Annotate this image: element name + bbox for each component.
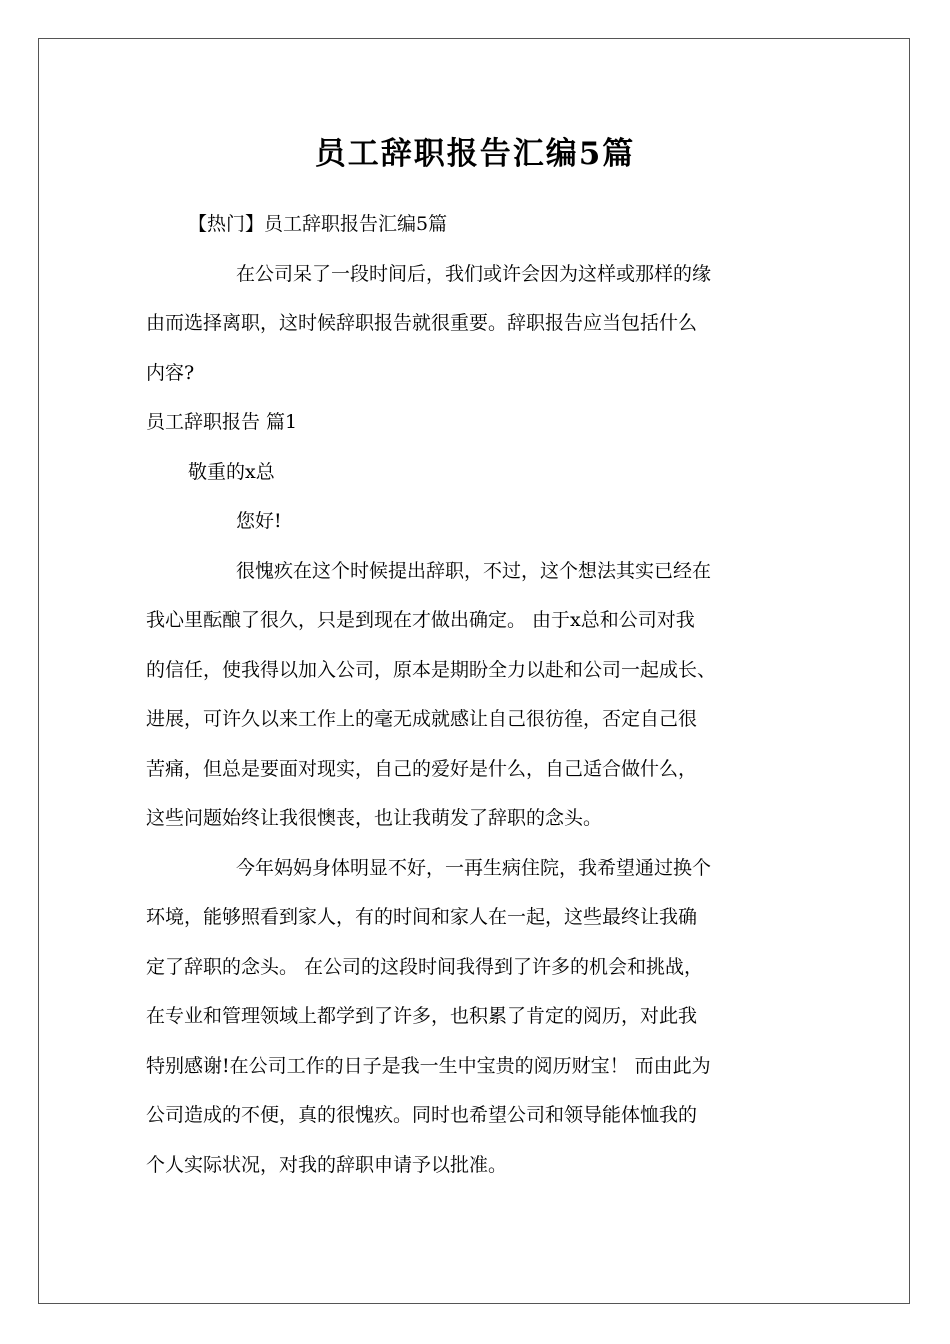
paragraph-line: 公司造成的不便，真的很愧疚。同时也希望公司和领导能体恤我的 — [146, 1104, 698, 1126]
salutation: 敬重的x总 — [188, 460, 275, 483]
paragraph-line: 这些问题始终让我很懊丧，也让我萌发了辞职的念头。 — [146, 807, 603, 829]
intro-paragraph-line: 内容? — [146, 361, 195, 384]
paragraph-line: 我心里酝酿了很久，只是到现在才做出确定。 由于x总和公司对我 — [146, 609, 695, 631]
document-title: 员工辞职报告汇编5篇 — [314, 136, 636, 172]
paragraph-line: 今年妈妈身体明显不好，一再生病住院，我希望通过换个 — [236, 856, 712, 879]
intro-paragraph-line: 在公司呆了一段时间后，我们或许会因为这样或那样的缘 — [236, 262, 712, 285]
paragraph-line: 的信任，使我得以加入公司，原本是期盼全力以赴和公司一起成长、 — [146, 658, 717, 681]
paragraph-line: 在专业和管理领域上都学到了许多，也积累了肯定的阅历，对此我 — [146, 1005, 698, 1027]
paragraph-line: 进展，可许久以来工作上的毫无成就感让自己很彷徨，否定自己很 — [146, 708, 698, 730]
intro-line: 【热门】员工辞职报告汇编5篇 — [188, 213, 448, 235]
paragraph-line: 环境，能够照看到家人，有的时间和家人在一起，这些最终让我确 — [146, 906, 698, 928]
greeting: 您好! — [236, 510, 282, 532]
paragraph-line: 个人实际状况，对我的辞职申请予以批准。 — [146, 1153, 508, 1176]
section-heading: 员工辞职报告 篇1 — [146, 411, 298, 433]
paragraph-line: 苦痛，但总是要面对现实，自己的爱好是什么，自己适合做什么， — [146, 757, 698, 780]
paragraph-line: 特别感谢!在公司工作的日子是我一生中宝贵的阅历财宝！ 而由此为 — [146, 1054, 711, 1077]
document-body — [146, 200, 826, 1190]
paragraph-line: 定了辞职的念头。 在公司的这段时间我得到了许多的机会和挑战， — [146, 955, 704, 978]
paragraph-line: 很愧疚在这个时候提出辞职，不过，这个想法其实已经在 — [236, 559, 712, 582]
intro-paragraph-line: 由而选择离职，这时候辞职报告就很重要。辞职报告应当包括什么 — [146, 312, 698, 334]
